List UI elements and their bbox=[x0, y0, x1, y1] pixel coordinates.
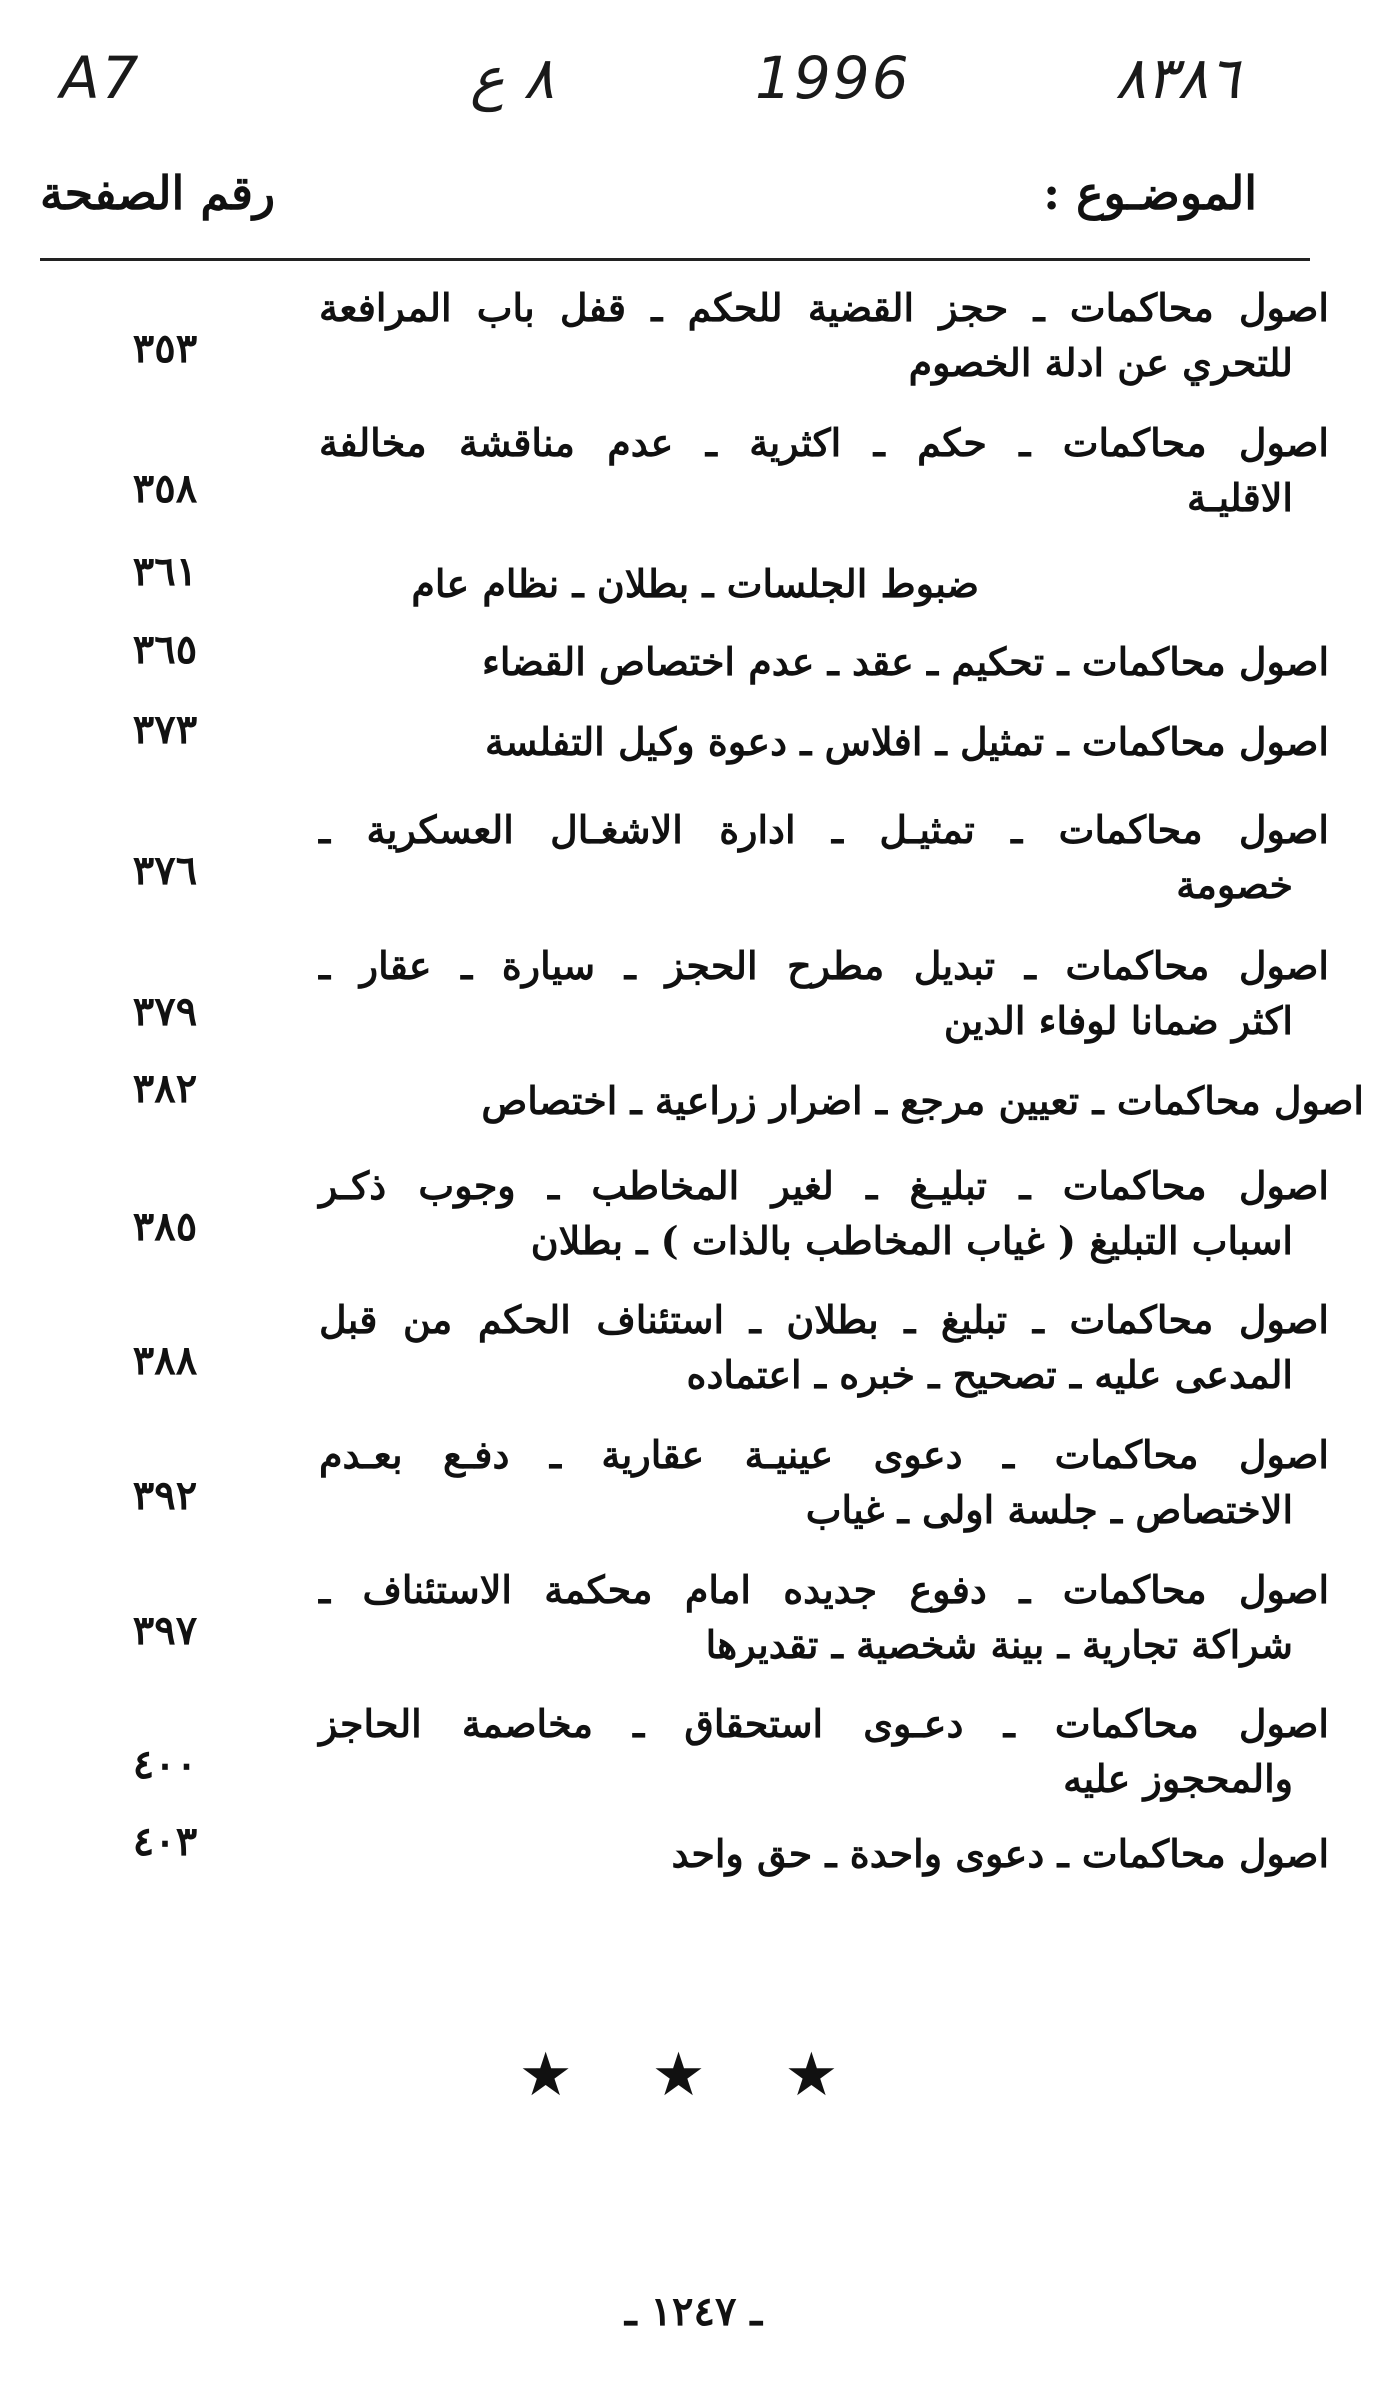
entry-line-2: للتحري عن ادلة الخصوم bbox=[908, 340, 1293, 385]
entry-page: ٣٨٥ bbox=[132, 1203, 198, 1250]
entry-page: ٤٠٣ bbox=[132, 1818, 198, 1865]
entry-topic bbox=[319, 1158, 1329, 1268]
star-divider-icon: ★ ★ ★ bbox=[518, 2040, 869, 2110]
entry-page: ٣٧٩ bbox=[132, 988, 198, 1035]
entry-topic bbox=[319, 280, 1329, 390]
entry-page: ٤٠٠ bbox=[132, 1741, 198, 1788]
footer-page-number: ـ ١٢٤٧ ـ bbox=[624, 2288, 763, 2335]
subject-label: الموضـوع : bbox=[1043, 166, 1257, 220]
entry-line-1: اصول محاكمات ـ تمثيـل ـ ادارة الاشغـال العسكرية ـ bbox=[319, 807, 1329, 852]
entry-line-1: اصول محاكمات ـ تعيين مرجع ـ اضرار زراعية ـ اختصاص bbox=[481, 1078, 1364, 1123]
entry-line-1: اصول محاكمات ـ تحكيم ـ عقد ـ عدم اختصاص القضاء bbox=[482, 639, 1329, 684]
entry-topic bbox=[319, 1073, 1364, 1128]
entry-page: ٣٩٢ bbox=[132, 1472, 198, 1519]
entry-page: ٣٦١ bbox=[132, 548, 198, 595]
entry-line-2: المدعى عليه ـ تصحيح ـ خبره ـ اعتماده bbox=[686, 1352, 1293, 1397]
handwritten-number: ٨٣٨٦ bbox=[1115, 44, 1240, 112]
entry-page: ٣٥٣ bbox=[132, 325, 198, 372]
entry-topic bbox=[319, 415, 1329, 525]
entry-line-2: اسباب التبليغ ( غياب المخاطب بالذات ) ـ بطلان bbox=[530, 1218, 1293, 1263]
entry-line-2: شراكة تجارية ـ بينة شخصية ـ تقديرها bbox=[705, 1622, 1293, 1667]
entry-line-1: اصول محاكمات ـ دعـوى استحقاق ـ مخاصمة الحاجز bbox=[319, 1701, 1329, 1746]
entry-topic bbox=[319, 1826, 1329, 1881]
entry-line-1: اصول محاكمات ـ تبليغ ـ بطلان ـ استئناف الحكم من قبل bbox=[319, 1297, 1329, 1342]
entry-topic bbox=[319, 714, 1329, 769]
entry-topic bbox=[319, 556, 1329, 611]
handwritten-year: 1996 bbox=[755, 44, 911, 112]
entry-line-2: اكثر ضمانا لوفاء الدين bbox=[943, 998, 1293, 1043]
entry-line-1: اصول محاكمات ـ تبديل مطرح الحجز ـ سيارة ـ عقار ـ bbox=[319, 943, 1329, 988]
entry-page: ٣٧٣ bbox=[132, 706, 198, 753]
entry-topic bbox=[319, 1696, 1329, 1806]
entry-page: ٣٧٦ bbox=[132, 847, 198, 894]
entry-page: ٣٥٨ bbox=[132, 465, 198, 512]
entry-page: ٣٨٢ bbox=[132, 1065, 198, 1112]
entry-line-1: ضبوط الجلسات ـ بطلان ـ نظام عام bbox=[411, 561, 979, 606]
entry-line-1: اصول محاكمات ـ دفوع جديده امام محكمة الاستئناف ـ bbox=[319, 1567, 1329, 1612]
entry-topic bbox=[319, 1427, 1329, 1537]
entry-page: ٣٩٧ bbox=[132, 1607, 198, 1654]
entry-topic bbox=[319, 634, 1329, 689]
entry-line-2: والمحجوز عليه bbox=[1063, 1756, 1293, 1801]
handwritten-code: A7 bbox=[60, 44, 141, 112]
entry-line-1: اصول محاكمات ـ دعوى عينيـة عقارية ـ دفـع بعـدم bbox=[319, 1432, 1329, 1477]
entry-page: ٣٨٨ bbox=[132, 1337, 198, 1384]
entry-topic bbox=[319, 802, 1329, 912]
entry-line-2: الاقليـة bbox=[1187, 475, 1293, 520]
entry-line-1: اصول محاكمات ـ حجز القضية للحكم ـ قفل باب المرافعة bbox=[319, 285, 1329, 330]
handwritten-reference: ٨ ع bbox=[470, 44, 555, 112]
entry-line-2: خصومة bbox=[1176, 862, 1293, 907]
entry-line-1: اصول محاكمات ـ تبليـغ ـ لغير المخاطب ـ وجوب ذكـر bbox=[319, 1163, 1329, 1208]
entry-topic bbox=[319, 938, 1329, 1048]
entry-line-2: الاختصاص ـ جلسة اولى ـ غياب bbox=[805, 1487, 1293, 1532]
header-divider bbox=[40, 258, 1310, 261]
entry-line-1: اصول محاكمات ـ حكم ـ اكثرية ـ عدم مناقشة مخالفة bbox=[319, 420, 1329, 465]
entry-topic bbox=[319, 1562, 1329, 1672]
entry-line-1: اصول محاكمات ـ دعوى واحدة ـ حق واحد bbox=[671, 1831, 1329, 1876]
entry-page: ٣٦٥ bbox=[132, 626, 198, 673]
entry-line-1: اصول محاكمات ـ تمثيل ـ افلاس ـ دعوة وكيل التفلسة bbox=[485, 719, 1329, 764]
page-number-label: رقم الصفحة bbox=[40, 166, 276, 220]
entry-topic bbox=[319, 1292, 1329, 1402]
